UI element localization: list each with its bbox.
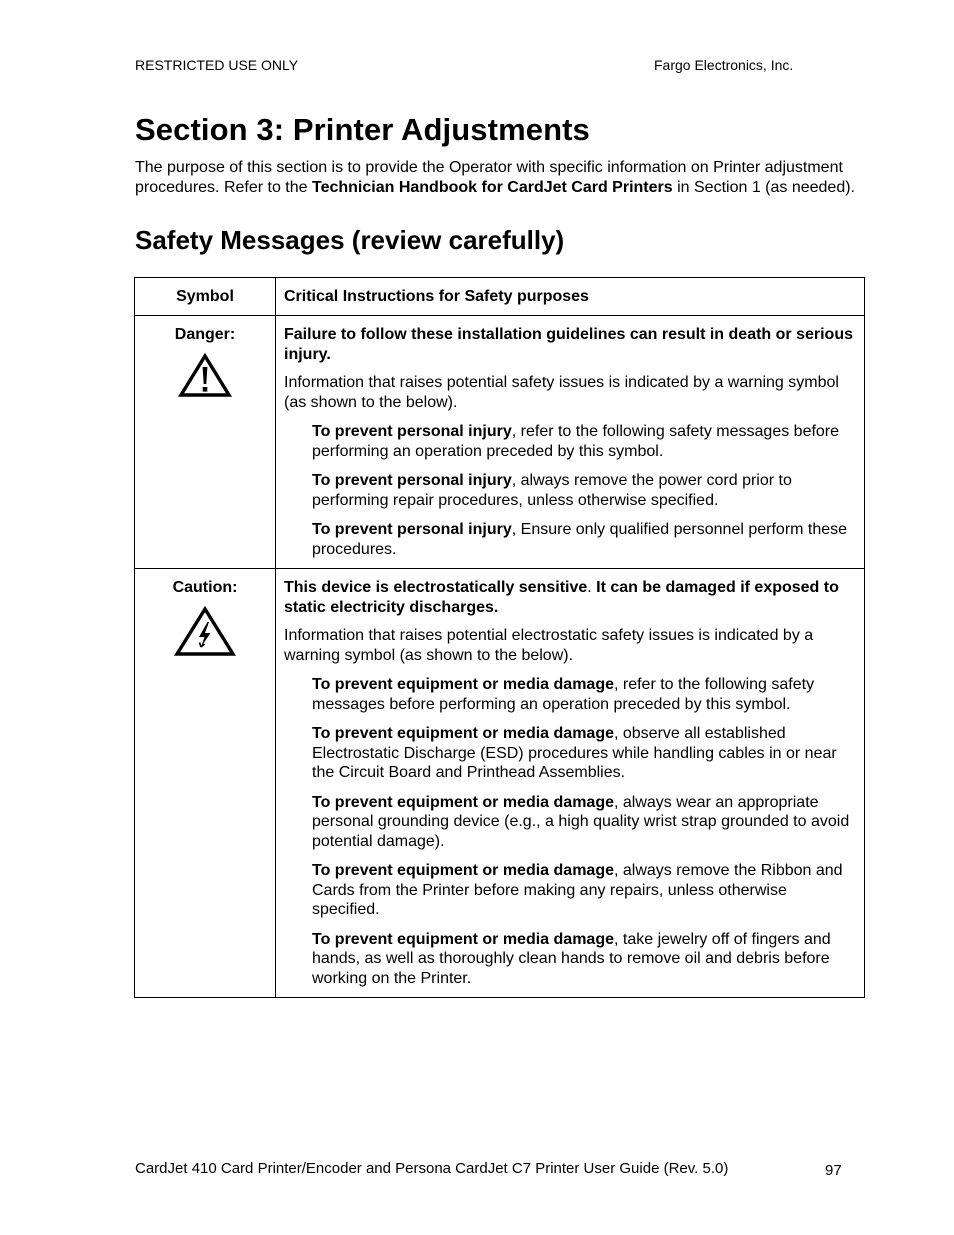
danger-row <box>135 316 865 569</box>
caution-message-text: , observe all established Electrostatic Discharge (ESD) procedures while handling cables in or near the Circuit Board and Printhead Assemblies. <box>312 725 837 781</box>
danger-label: Danger: <box>174 326 236 343</box>
caution-message-lead: To prevent equipment or media damage <box>312 930 614 948</box>
caution-label: Caution: <box>172 579 238 596</box>
caution-symbol-cell <box>135 569 276 998</box>
header-company-name: Fargo Electronics, Inc. <box>654 57 794 73</box>
caution-message <box>312 724 858 783</box>
section-title: Section 3: Printer Adjustments <box>135 112 590 147</box>
warning-triangle-icon <box>178 353 232 399</box>
danger-message-lead: To prevent personal injury <box>312 423 512 440</box>
intro-text-start: The purpose of this section is to provide the Operator with specific information on Printer adjustment procedures. Refer to the <box>135 159 843 196</box>
danger-message-lead: To prevent personal injury <box>312 472 512 489</box>
caution-lead-part1: This device is electrostatically sensitive <box>284 579 588 596</box>
danger-message-lead: To prevent personal injury <box>312 521 512 538</box>
danger-message-text: , always remove the power cord prior to performing repair procedures, unless otherwise specified. <box>312 472 792 509</box>
intro-handbook-reference: Technician Handbook for CardJet Card Printers <box>311 178 673 196</box>
danger-message <box>312 520 858 559</box>
instructions-column-header: Critical Instructions for Safety purposes <box>276 278 865 316</box>
caution-message <box>312 793 858 852</box>
caution-message-lead: To prevent equipment or media damage <box>312 676 614 693</box>
caution-message <box>312 930 858 989</box>
footer-document-title: CardJet 410 Card Printer/Encoder and Persona CardJet C7 Printer User Guide (Rev. 5.0) <box>135 1160 729 1177</box>
caution-message-lead: To prevent equipment or media damage <box>312 793 614 811</box>
caution-info: Information that raises potential electrostatic safety issues is indicated by a warning symbol (as shown to the below). <box>284 627 814 664</box>
caution-message-lead: To prevent equipment or media damage <box>312 725 614 742</box>
caution-lead <box>284 578 858 617</box>
safety-messages-table <box>134 277 865 998</box>
footer-page-number: 97 <box>825 1162 842 1179</box>
symbol-column-header: Symbol <box>135 278 276 316</box>
caution-lead-part2: It can be damaged if exposed to static electricity discharges. <box>284 579 839 616</box>
danger-info: Information that raises potential safety issues is indicated by a warning symbol (as shown to the below). <box>284 374 839 411</box>
caution-message-text: , always remove the Ribbon and Cards from the Printer before making any repairs, unless otherwise specified. <box>312 862 843 918</box>
caution-message-text: , take jewelry off of fingers and hands, as well as thoroughly clean hands to remove oil and debris before working on the Printer. <box>312 930 831 987</box>
caution-message-text: , always wear an appropriate personal grounding device (e.g., a high quality wrist strap grounded to avoid potential damage). <box>312 793 850 850</box>
danger-message <box>312 422 858 461</box>
caution-message-text: , refer to the following safety messages before performing an operation preceded by this symbol. <box>312 676 815 713</box>
caution-row <box>135 569 865 998</box>
intro-paragraph <box>135 158 855 197</box>
table-header-row <box>135 278 865 316</box>
electrostatic-warning-icon <box>173 606 237 658</box>
danger-instructions-cell <box>276 316 865 569</box>
caution-message <box>312 861 858 920</box>
caution-message-lead: To prevent equipment or media damage <box>312 862 614 879</box>
caution-instructions-cell <box>276 569 865 998</box>
danger-message <box>312 471 858 510</box>
caution-lead-separator: . <box>587 579 597 596</box>
caution-message <box>312 675 858 714</box>
safety-messages-heading: Safety Messages (review carefully) <box>135 225 565 255</box>
danger-symbol-cell <box>135 316 276 569</box>
danger-message-text: , Ensure only qualified personnel perform these procedures. <box>312 521 848 558</box>
header-restricted-label: RESTRICTED USE ONLY <box>135 57 299 73</box>
intro-text-end: in Section 1 (as needed). <box>672 178 855 196</box>
danger-lead: Failure to follow these installation guidelines can result in death or serious injury. <box>284 326 853 363</box>
danger-message-text: , refer to the following safety messages before performing an operation preceded by this symbol. <box>312 423 840 460</box>
